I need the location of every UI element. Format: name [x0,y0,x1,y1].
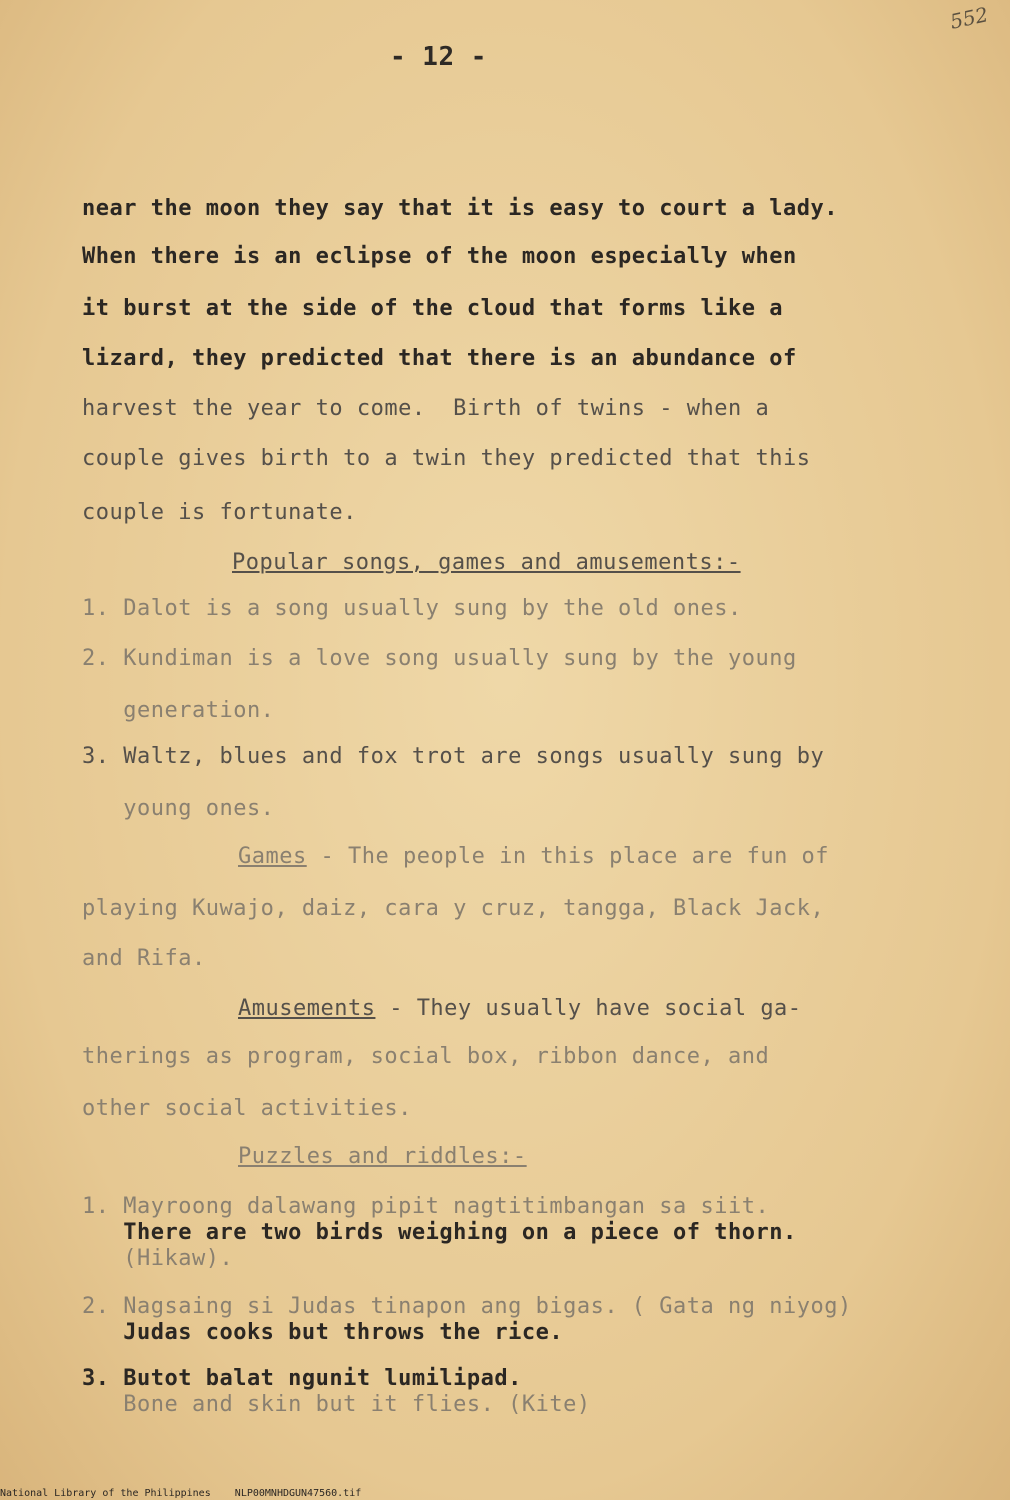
riddle-english: Judas cooks but throws the rice. [82,1320,564,1345]
archive-number-mark: 552 [947,2,991,34]
amusements-line: therings as program, social box, ribbon dance, and [82,1044,770,1069]
song-item: 2. Kundiman is a love song usually sung by the young [82,646,797,671]
paragraph-line: couple gives birth to a twin they predicted that this [82,446,811,471]
games-line: playing Kuwajo, daiz, cara y cruz, tangga, Black Jack, [82,896,825,921]
song-item: 1. Dalot is a song usually sung by the old ones. [82,596,742,621]
paragraph-line: couple is fortunate. [82,500,357,525]
amusements-line: other social activities. [82,1096,412,1121]
riddle-english: Bone and skin but it flies. (Kite) [82,1392,591,1417]
amusements-line [238,996,802,1022]
page-number: - 12 - [390,42,487,72]
paragraph-line: harvest the year to come. Birth of twins - when a [82,396,770,421]
songs-heading: Popular songs, games and amusements:- [232,550,741,575]
riddle-tagalog: 1. Mayroong dalawang pipit nagtitimbangan sa siit. [82,1194,770,1219]
paragraph-line: near the moon they say that it is easy to court a lady. [82,196,838,221]
song-item: 3. Waltz, blues and fox trot are songs usually sung by [82,744,825,769]
amusements-label: Amusements [238,996,376,1021]
games-line: and Rifa. [82,946,206,971]
song-item: generation. [82,698,275,723]
footer-caption: National Library of the Philippines NLP00MNHDGUN47560.tif [0,1488,362,1499]
paragraph-line: it burst at the side of the cloud that forms like a [82,296,784,321]
amusements-text: - They usually have social ga- [375,996,802,1021]
games-label: Games [238,844,307,869]
riddle-tagalog: 2. Nagsaing si Judas tinapon ang bigas. ( Gata ng niyog) [82,1294,852,1319]
riddles-heading: Puzzles and riddles:- [238,1144,527,1169]
paragraph-line: lizard, they predicted that there is an abundance of [82,346,797,371]
song-item: young ones. [82,796,275,821]
riddle-answer: (Hikaw). [82,1246,234,1271]
games-line [238,844,829,870]
paragraph-line: When there is an eclipse of the moon especially when [82,244,797,269]
riddle-english: There are two birds weighing on a piece of thorn. [82,1220,797,1245]
riddle-tagalog: 3. Butot balat ngunit lumilipad. [82,1366,522,1391]
games-text: - The people in this place are fun of [306,844,830,869]
